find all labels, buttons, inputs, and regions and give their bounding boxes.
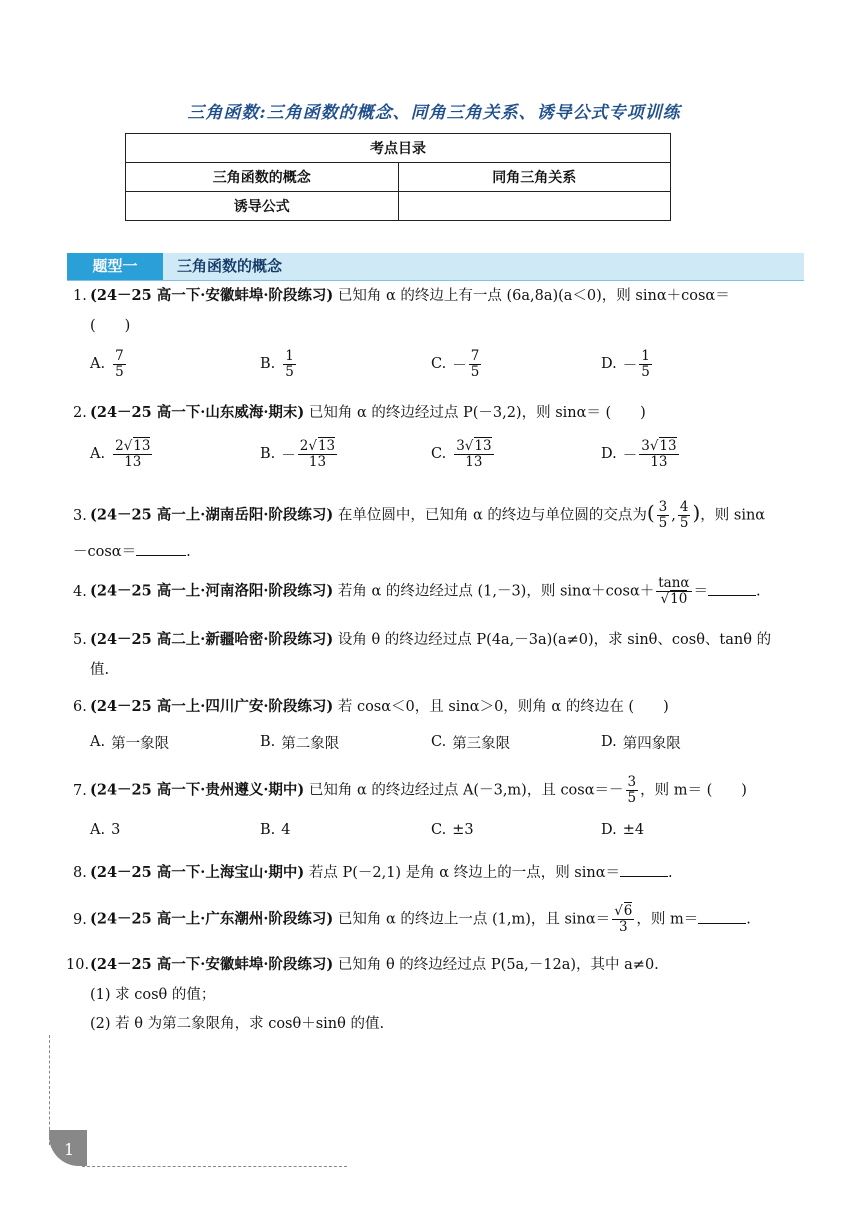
- page-title: 三角函数:三角函数的概念、同角三角关系、诱导公式专项训练: [187, 103, 681, 123]
- option-a: A. $\frac{2√13}{13}$: [90, 437, 151, 470]
- toc-table: [125, 133, 671, 221]
- option-b: B. － $\frac{2√13}{13}$: [260, 437, 336, 470]
- question-3: 3. (24－25 高一上·湖南岳阳·阶段练习) 在单位圆中，已知角 α 的终边与单位圆的交点为( $\frac{3}{5}$ , $\frac{4}{5}$ )，则 sinα: [73, 499, 766, 531]
- option-c: C. － $\frac{7}{5}$: [431, 347, 480, 380]
- option-d: D. 第四象限: [601, 734, 681, 752]
- option-b: B. 4: [260, 822, 291, 838]
- option-c: C. $\frac{3√13}{13}$: [431, 437, 492, 470]
- answer-blank[interactable]: [136, 541, 186, 556]
- question-3-continued: －cosα＝ .: [73, 541, 191, 562]
- question-5: 5. (24－25 高二上·新疆哈密·阶段练习) 设角 θ 的终边经过点 P(4a,－3a)(a≠0)，求 sinθ、cosθ、tanθ 的: [73, 631, 772, 648]
- question-7: 7. (24－25 高一下·贵州遵义·期中) 已知角 α 的终边经过点 A(－3,m)，且 cosα＝－ $\frac{3}{5}$ ，则 m＝ ( ): [73, 774, 747, 806]
- option-a: A. 3: [90, 822, 121, 838]
- question-6: 6. (24－25 高一上·四川广安·阶段练习) 若 cosα＜0，且 sinα＞0，则角 α 的终边在 ( ): [73, 698, 669, 715]
- options-q1: [90, 348, 790, 380]
- margin-dashed-line: [49, 1035, 50, 1145]
- option-d: D. － $\frac{3√13}{13}$: [601, 437, 677, 470]
- answer-blank[interactable]: [698, 909, 746, 924]
- toc-header: 考点目录: [126, 134, 671, 163]
- footer-dashed-line: [82, 1166, 347, 1167]
- question-2: 2. (24－25 高一下·山东威海·期末) 已知角 α 的终边经过点 P(－3,2)，则 sinα＝ ( ): [73, 404, 646, 421]
- section-tag: 题型一: [67, 253, 163, 280]
- option-a: A. 第一象限: [90, 734, 170, 752]
- question-text: 已知角 α 的终边上有一点 (6a,8a)(a＜0)，则 sinα＋cosα＝: [333, 288, 730, 304]
- options-q7: [90, 814, 790, 846]
- option-b: B. $\frac{1}{5}$: [260, 347, 294, 380]
- option-b: B. 第二象限: [260, 734, 340, 752]
- question-10-part-2: (2) 若 θ 为第二象限角，求 cosθ＋sinθ 的值.: [90, 1016, 385, 1032]
- question-9: 9. (24－25 高一上·广东潮州·阶段练习) 已知角 α 的终边上一点 (1,m)，且 sinα＝ $\frac{√6}{3}$ ，则 m＝ .: [73, 903, 751, 935]
- page-number: 1: [64, 1140, 75, 1159]
- answer-parentheses: ( ): [90, 318, 131, 334]
- question-4: 4. (24－25 高一上·河南洛阳·阶段练习) 若角 α 的终边经过点 (1,－3)，则 sinα＋cosα＋ $\frac{\tan\alpha}{√10}$ ＝ .: [73, 575, 761, 607]
- section-name: 三角函数的概念: [177, 257, 283, 275]
- section-header: [67, 253, 804, 281]
- question-10-part-1: (1) 求 cosθ 的值；: [90, 987, 216, 1003]
- question-source: (24－25 高一下·安徽蚌埠·阶段练习): [90, 287, 334, 304]
- toc-item-induction: 诱导公式: [126, 192, 399, 221]
- options-q6: [90, 726, 790, 758]
- toc-item-concept: 三角函数的概念: [126, 163, 399, 192]
- option-d: D. ±4: [601, 822, 645, 838]
- toc-item-relation: 同角三角关系: [398, 163, 671, 192]
- option-d: D. － $\frac{1}{5}$: [601, 347, 650, 380]
- question-8: 8. (24－25 高一下·上海宝山·期中) 若点 P(－2,1) 是角 α 终边上的一点，则 sinα＝ .: [73, 864, 673, 881]
- option-a: A. $\frac{7}{5}$: [90, 347, 124, 380]
- toc-item-empty: [398, 192, 671, 221]
- question-10: 10.(24－25 高一下·安徽蚌埠·阶段练习) 已知角 θ 的终边经过点 P(5a,－12a)，其中 a≠0.: [66, 956, 659, 973]
- answer-blank[interactable]: [708, 581, 756, 596]
- question-5-continued: 值.: [90, 662, 110, 678]
- option-c: C. ±3: [431, 822, 474, 838]
- question-1: [73, 286, 813, 306]
- options-q2: [90, 438, 790, 470]
- answer-blank[interactable]: [620, 862, 668, 877]
- question-number: 1.: [73, 288, 87, 304]
- option-c: C. 第三象限: [431, 734, 511, 752]
